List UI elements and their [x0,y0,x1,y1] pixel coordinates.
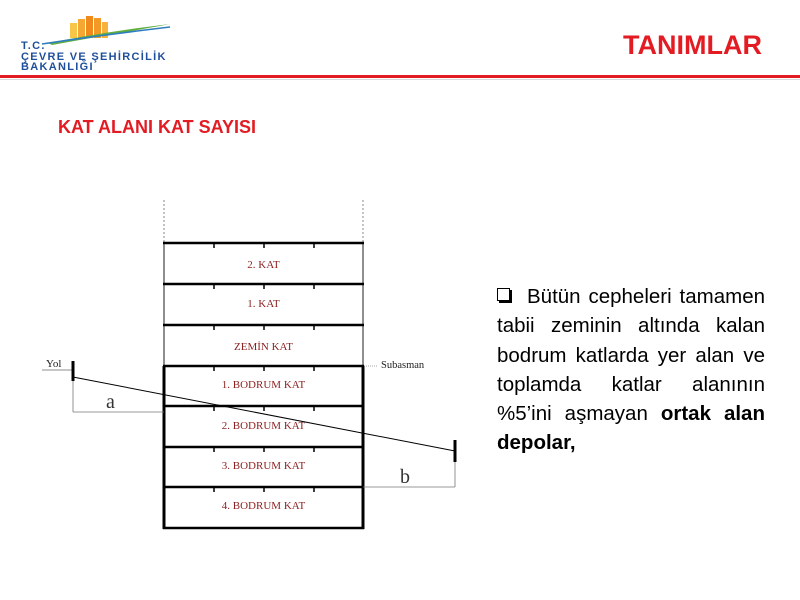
definition-text-bold: ortak alan depolar, [497,402,765,455]
page-title: TANIMLAR [623,30,762,60]
logo-line-ministry: ÇEVRE VE ŞEHİRCİLİK [21,50,167,63]
checkbox-bullet-icon [497,288,510,301]
logo-line-tc: T.C. [21,40,46,52]
dimension-b-label: b [400,466,410,488]
logo-line-bakanligi: BAKANLIĞI [21,61,94,73]
definition-paragraph [497,282,765,458]
logo-bar [78,19,85,38]
definition-text: Bütün cepheleri tamamen tabii zeminin altında kalan bodrum katlarda yer alan ve toplamda katlar alanının %5’ini aşmayan [497,285,765,426]
logo-bar [70,23,77,38]
road-label: Yol [46,358,62,370]
logo-bar [86,16,93,38]
section-title: KAT ALANI KAT SAYISI [58,117,257,137]
building [163,200,364,529]
column-ticks [214,244,314,492]
dimension-a-label: a [106,391,115,413]
floor-label: ZEMİN KAT [234,341,293,353]
building-section-diagram [30,190,470,540]
floor-label: 4. BODRUM KAT [221,500,306,512]
header-divider [0,75,800,78]
header-divider-shadow [0,79,800,80]
plinth-label: Subasman [381,360,425,371]
floor-label: 2. BODRUM KAT [221,420,306,432]
floor-label: 1. BODRUM KAT [221,379,306,391]
floor-label: 2. KAT [247,259,280,271]
logo-wordmark [21,41,167,73]
floor-label: 3. BODRUM KAT [221,460,306,472]
floor-label: 1. KAT [247,298,280,310]
